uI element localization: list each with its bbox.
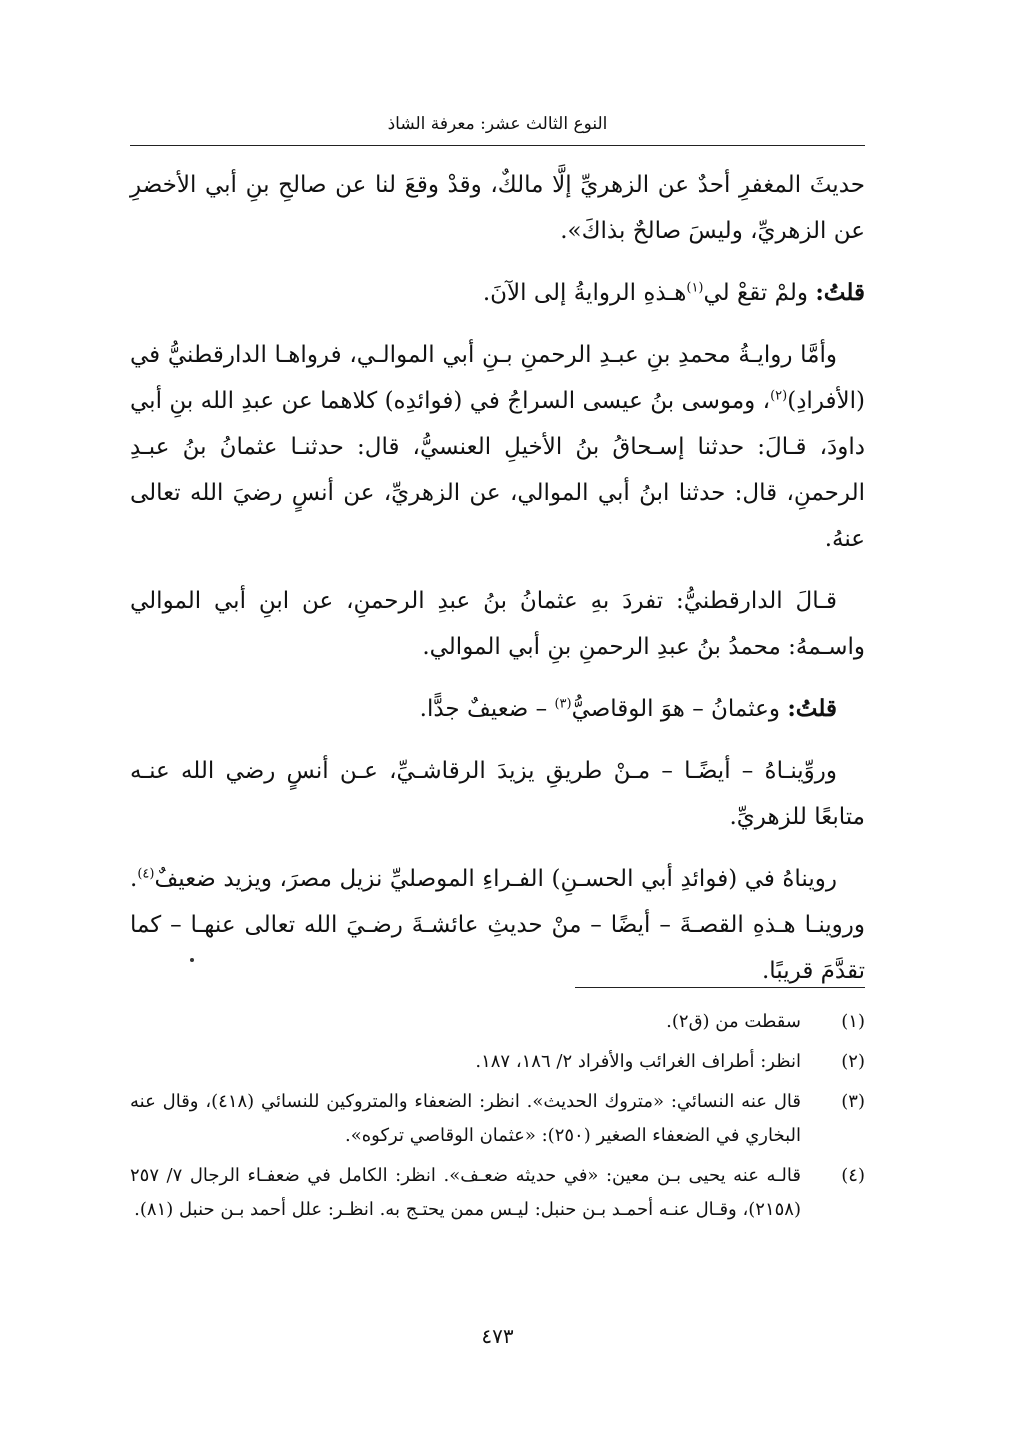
stray-dot — [190, 958, 194, 962]
paragraph-7 — [130, 856, 865, 994]
paragraph-7-text-a: رويناهُ في (فوائدِ أبي الحسـنِ) الفـراءِ الموصليِّ نزيل مصرَ، ويزيد ضعيفٌ — [154, 866, 837, 892]
paragraph-3-text-b: ، وموسى بنُ عيسى السراجُ في (فوائدِه) كلاهما عن عبدِ الله بنِ أبي داودَ، قـالَ: حدثنا إسـحاقُ بنُ الأخيلِ العنسيُّ، قال: حدثنـا عثمانُ بنُ عبـدِ الرحمنِ، قال: حدثنا ابنُ أبي الموالي، عن الزهريِّ، عن أنسٍ رضيَ الله تعالى عنهُ. — [130, 388, 865, 552]
main-text — [130, 162, 865, 1010]
paragraph-3 — [130, 332, 865, 562]
footnote-number: (٤) — [841, 1165, 865, 1186]
footnote-4 — [130, 1159, 865, 1227]
footnotes — [130, 1005, 865, 1233]
footnote-2 — [130, 1045, 865, 1079]
footnote-ref-3[interactable]: (٣) — [554, 696, 572, 712]
header-divider — [130, 145, 865, 146]
footnote-ref-4[interactable]: (٤) — [137, 866, 155, 882]
footnote-divider — [575, 987, 865, 988]
paragraph-2-text-a: ولمْ تقعْ لي — [703, 280, 816, 306]
paragraph-2 — [130, 270, 865, 316]
footnote-ref-2[interactable]: (٢) — [770, 388, 788, 404]
paragraph-7-text-b: . وروينـا هـذهِ القصـةَ – أيضًا – منْ حديثِ عائشـةَ رضـيَ الله تعالى عنهـا – كما تقدَّمَ قريبًا. — [130, 866, 865, 984]
footnote-1 — [130, 1005, 865, 1039]
footnote-number: (٣) — [841, 1091, 865, 1112]
footnote-text: قالـه عنه يحيى بـن معين: «في حديثه ضعـف». انظر: الكامل في ضعفـاء الرجال ٧/ ٢٥٧ (٢١٥٨)، وقـال عنـه أحمـد بـن حنبل: ليـس ممن يحتـج به. انظـر: علل أحمد بـن حنبل (٨١). — [130, 1165, 801, 1220]
qultu-label: قلتُ: — [815, 279, 865, 306]
footnote-3 — [130, 1085, 865, 1153]
paragraph-5-text-b: – ضعيفٌ جدًّا. — [419, 696, 555, 722]
qultu-label: قلتُ: — [787, 695, 837, 722]
paragraph-1: حديثَ المغفرِ أحدٌ عن الزهريِّ إلَّا مالكٌ، وقدْ وقعَ لنا عن صالحِ بنِ أبي الأخضرِ عن الزهريِّ، وليسَ صالحٌ بذاكَ». — [130, 172, 865, 244]
paragraph-3-text-a: وأمَّا روايـةُ محمدِ بنِ عبـدِ الرحمنِ بـنِ أبي الموالـي، فرواهـا الدارقطنيُّ في (الأفرادِ) — [130, 342, 865, 414]
footnote-text: انظر: أطراف الغرائب والأفراد ٢/ ١٨٦، ١٨٧. — [475, 1051, 801, 1072]
paragraph-6: وروِّينـاهُ – أيضًـا – مـنْ طريقِ يزيدَ الرقاشـيِّ، عـن أنسٍ رضي الله عنـه متابعًا للزهريِّ. — [130, 758, 865, 830]
paragraph-2-text-b: هـذهِ الروايةُ إلى الآنَ. — [482, 280, 687, 306]
paragraph-4: قـالَ الدارقطنيُّ: تفردَ بهِ عثمانُ بنُ عبدِ الرحمنِ، عن ابنِ أبي الموالي واسـمهُ: محمدُ بنُ عبدِ الرحمنِ بنِ أبي الموالي. — [130, 588, 865, 660]
running-header: النوع الثالث عشر: معرفة الشاذ — [387, 114, 608, 134]
footnote-number: (١) — [841, 1011, 865, 1032]
page-number: ٤٧٣ — [481, 1324, 514, 1348]
footnote-text: سقطت من (ق٢). — [666, 1011, 801, 1032]
footnote-number: (٢) — [841, 1051, 865, 1072]
paragraph-5-text-a: وعثمانُ – هوَ الوقاصيُّ — [571, 696, 788, 722]
paragraph-5 — [130, 686, 865, 732]
footnote-ref-1[interactable]: (١) — [686, 280, 704, 296]
footnote-text: قال عنه النسائي: «متروك الحديث». انظر: الضعفاء والمتروكين للنسائي (٤١٨)، وقال عنه البخاري في الضعفاء الصغير (٢٥٠): «عثمان الوقاصي تركوه». — [130, 1091, 801, 1146]
